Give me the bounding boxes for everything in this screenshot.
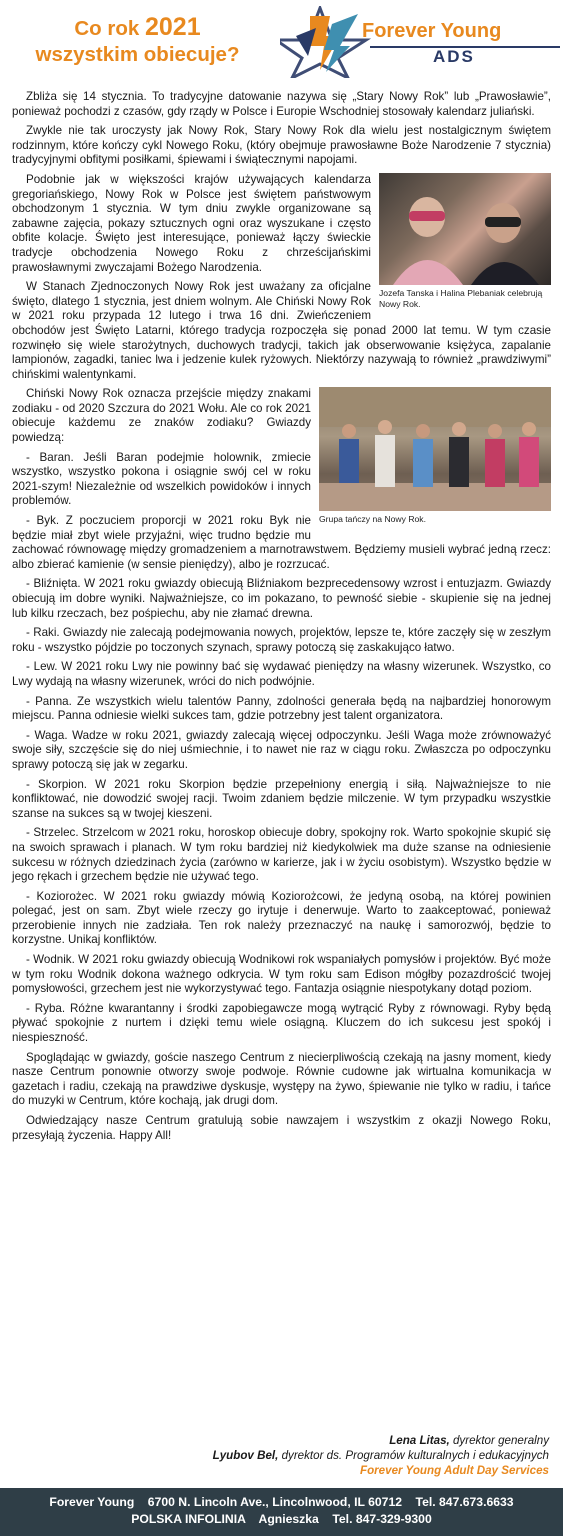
signature-org: Forever Young Adult Day Services	[360, 1464, 549, 1477]
signature-block	[213, 1433, 549, 1478]
photo-block-2	[319, 387, 551, 525]
paragraph: Odwiedzający nasze Centrum gratulują sobie nawzajem i wszystkim z okazji Nowego Roku, przesyłają życzenia. Happy All!	[12, 1114, 551, 1142]
logo-sub-text: ADS	[433, 47, 475, 66]
paragraph: - Wodnik. W 2021 roku gwiazdy obiecują Wodnikowi rok wspaniałych pomysłów i projektów. Być może w tym roku Wodnik dokona ważnego odkrycia. W tym roku sam Edison mógłby pozazdrościć twojej pomysłowości, grzechem jest nie wykorzystywać tego. Fantazja osiągnie niespotykany dotąd poziom.	[12, 953, 551, 996]
photo-caption: Jozefa Tanska i Halina Plebaniak celebrują Nowy Rok.	[379, 287, 543, 309]
photo-block-1	[379, 173, 551, 310]
signer-name: Lyubov Bel,	[212, 1449, 279, 1462]
signer-name: Lena Litas,	[389, 1434, 450, 1447]
header	[0, 0, 563, 82]
paragraph: - Lew. W 2021 roku Lwy nie powinny bać się wydawać pieniędzy na własny wizerunek. Wszystko, co Lwy wydają na własny wizerunek, wróci do nich podwójnie.	[12, 660, 551, 688]
paragraph: - Waga. Wadze w roku 2021, gwiazdy zalecają więcej odpoczynku. Jeśli Waga może zrównoważyć swoje siły, szczęście się do niej uśmiechnie, i to nawet nie raz w ciągu roku. Zwłaszcza po odpoczynku sprawy potoczą się jak w zegarku.	[12, 728, 551, 771]
paragraph: Chiński Nowy Rok oznacza przejście między znakami zodiaku - od 2020 Szczura do 2021 Wołu. Ale co rok 2021 obiecuje każdemu ze znaków zodiaku? Gwiazdy powiedzą:	[12, 387, 311, 445]
title-prefix: Co rok	[74, 17, 145, 40]
paragraph: - Baran. Jeśli Baran podejmie holownik, zmiecie wszystko, wszystko pokona i osiągnie swój cel w roku 2021-szym! Niezależnie od wszelkich powidoków i innych problemów.	[12, 450, 311, 508]
signature-line-2	[213, 1448, 549, 1463]
paragraph: - Raki. Gwiazdy nie zalecają podejmowania nowych, projektów, lepsze te, które zaczęły się w zeszłym roku - wszystko pójdzie po toczonych szynach, sprawy potoczą się zaskakująco łatwo.	[12, 626, 551, 654]
paragraph: - Koziorożec. W 2021 roku gwiazdy mówią Koziorożcowi, że jedyną osobą, na której powinien polegać, jest on sam. Zbyt wiele rzeczy go irytuje i denerwuje. Warto to zaakceptować, ponieważ przerobienie innych nie zadziała. Ten rok należy przeznaczyć na naukę i samorozwój, będzie to korzystne. Unikaj konfliktów.	[12, 889, 551, 947]
title-year: 2021	[145, 13, 201, 41]
paragraph: - Byk. Z poczuciem proporcji w 2021 roku Byk nie będzie miał zbyt wiele przyjaźni, więc trudno będzie mu zachować równowagę między gromadzeniem a marnotrawstwem. Będziemy musieli wybrać jedną rzecz: albo zbierać kamienie (w sensie pieniędzy), albo je rozrzucać.	[12, 514, 551, 571]
article-body	[12, 90, 551, 1148]
footer-address: Forever Young 6700 N. Lincoln Ave., Lincolnwood, IL 60712 Tel. 847.673.6633	[49, 1495, 514, 1509]
photo-dancers-icon	[319, 387, 551, 511]
logo-brand-text: Forever Young	[362, 20, 502, 42]
title-line2: wszystkim obiecuje?	[35, 43, 240, 66]
footer-bar	[0, 1488, 563, 1536]
paragraph: - Ryba. Różne kwarantanny i środki zapobiegawcze mogą wytrącić Ryby z równowagi. Ryby będą pływać spokojnie z nurtem i dzięki temu wiele osiągną. Kluczem do ich sukcesu jest spokój i niespieszność.	[12, 1001, 551, 1045]
photo-celebration	[379, 173, 551, 285]
photo-caption: Grupa tańczy na Nowy Rok.	[319, 514, 426, 525]
page-title	[0, 14, 275, 68]
footer-hotline: POLSKA INFOLINIA Agnieszka Tel. 847-329-9300	[131, 1512, 432, 1526]
paragraph: - Bliźnięta. W 2021 roku gwiazdy obiecują Bliźniakom bezprecedensowy wzrost i entuzjazm. Gwiazdy obiecują im dobre wyniki. Najważniejsze, co im pokazano, to pewność siebie - skupienie się na jednej lub kilku rzeczach, bez pośpiechu, aby nie złamać drewna.	[12, 577, 551, 620]
paragraph: W Stanach Zjednoczonych Nowy Rok jest uważany za oficjalne święto, dlatego 1 stycznia, jest dniem wolnym. Ale Chiński Nowy Rok w 2021 roku przypada 12 lutego i trwa 16 dni. Zwieńczeniem obchodów jest Święto Latarni, którego tradycja rozpoczęła się ponad 2000 lat temu. W tym czasie rozwinęło się wiele starożytnych, duchowych tradycji, takich jak obserwowanie księżyca, zapalanie lampionów, zagadki, taniec lwa i jedzenie kulek ryżowych. Niektórzy nazywają to również „prawdziwymi” chińskimi walentynkami.	[12, 280, 551, 381]
paragraph: Podobnie jak w większości krajów używających kalendarza gregoriańskiego, Nowy Rok w Polsce jest świętem państwowym obchodzonym 1 stycznia. W tym dniu zwykle organizowane są zabawne zajęcia, pokazy sztucznych ogni oraz wyszukane i często obfite kolacje. Święto jest interesujące, ponieważ łączy świeckie tradycje obchodzenia Nowego Roku z chrześcijańskimi prawosławnymi zwyczajami Bożego Narodzenia.	[12, 172, 371, 274]
paragraph: - Skorpion. W 2021 roku Skorpion będzie przepełniony energią i siłą. Najważniejsze to nie konfliktować, nie dowodzić swojej racji. Twoim zdaniem będzie milczenie. W tym przypadku wszystkie szanse na sukces są w twojej kieszeni.	[12, 777, 551, 820]
paragraph: Zbliża się 14 stycznia. To tradycyjne datowanie nazywa się „Stary Nowy Rok” lub „Prawosławie”, ponieważ pochodzi z czasów, gdy rządy w Polsce i Europie Wschodniej stosowały kalendarz juliański.	[12, 90, 551, 118]
signer-role: dyrektor generalny	[449, 1434, 549, 1447]
photo-figures-icon	[379, 173, 551, 285]
paragraph: - Strzelec. Strzelcom w 2021 roku, horoskop obiecuje dobry, spokojny rok. Warto spokojnie skupić się na swoich sprawach i planach. W tym roku bardziej niż kiedykolwiek ma duże szanse na odniesienie sukcesu w różnych dziedzinach życia (zarówno w karierze, jak i w życiu osobistym). Wszystko będzie w jego rękach i grzechem będzie nie używać tego.	[12, 826, 551, 884]
paragraph: Zwykle nie tak uroczysty jak Nowy Rok, Stary Nowy Rok dla wielu jest nostalgicznym świętem rodzinnym, które kończy cykl Nowego Roku, (który obejmuje prawosławne Boże Narodzenie 7 stycznia) tradycyjnymi obfitymi posiłkami, śpiewami i świątecznymi napojami.	[12, 124, 551, 167]
signature-line-1	[213, 1433, 549, 1448]
photo-dancing	[319, 387, 551, 511]
signer-role: dyrektor ds. Programów kulturalnych i edukacyjnych	[278, 1449, 549, 1462]
paragraph: Spoglądając w gwiazdy, goście naszego Centrum z niecierpliwością czekają na jasny moment, kiedy nasze Centrum ponownie otworzy swoje podwoje. Równie cudowne jak wirtualna komunikacja w gazetach i radiu, czekają na prawdziwe dyskusje, występy na żywo, śpiewanie nie tylko w radiu, i tańce do muzyki w Centrum, które kochają, jak drugi dom.	[12, 1050, 551, 1108]
paragraph: - Panna. Ze wszystkich wielu talentów Panny, zdolności generała będą na najbardziej honorowym miejscu. Panna odniesie wielki sukces tam, gdzie potrzebny jest talent organizatora.	[12, 694, 551, 723]
